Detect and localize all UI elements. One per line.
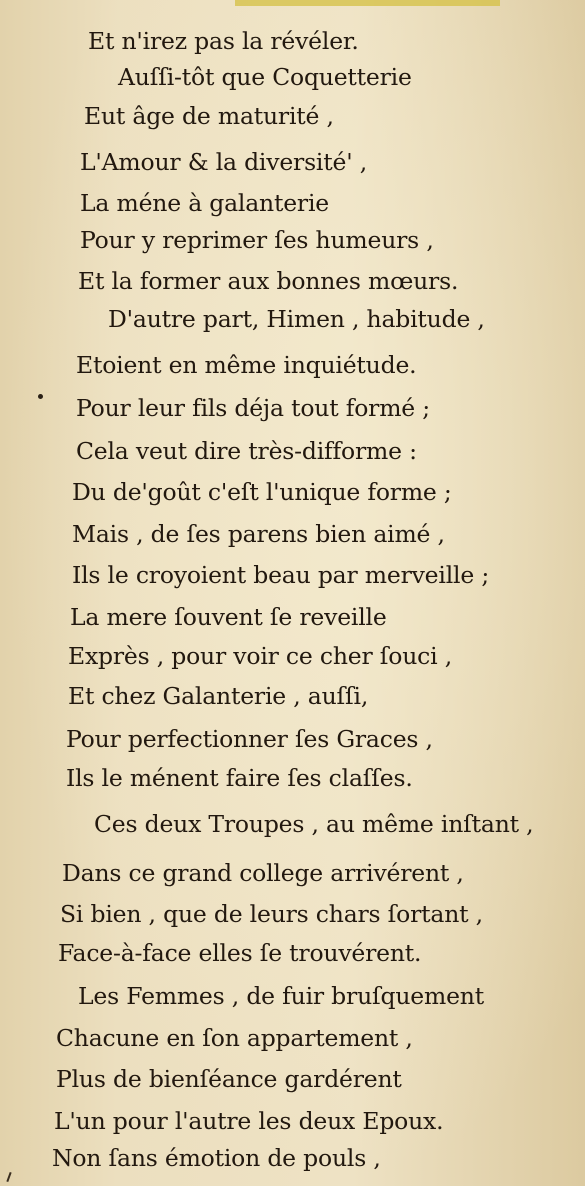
poem-line: Mais , de ſes parens bien aimé , (72, 520, 445, 548)
poem-line: Ces deux Troupes , au même inſtant , (94, 810, 534, 838)
poem-line: Pour perfectionner ſes Graces , (66, 725, 433, 753)
poem-line: Plus de bienſéance gardérent (56, 1065, 402, 1093)
poem-line: Pour leur fils déja tout formé ; (76, 394, 430, 422)
poem-line: Eut âge de maturité , (84, 102, 334, 130)
poem-line: Ils le ménent faire ſes claſſes. (66, 764, 413, 792)
poem-line: Et la former aux bonnes mœurs. (78, 267, 459, 295)
poem-line: D'autre part, Himen , habitude , (108, 305, 485, 333)
poem-line: L'un pour l'autre les deux Epoux. (54, 1107, 444, 1135)
poem-line: Exprès , pour voir ce cher ſouci , (68, 642, 452, 670)
poem-line: Auſſi-tôt que Coquetterie (118, 63, 412, 91)
poem-line: Pour y reprimer ſes humeurs , (80, 226, 434, 254)
poem-line: L'Amour & la diversité' , (80, 148, 367, 176)
poem-line: Non ſans émotion de pouls , (52, 1144, 381, 1172)
poem-line: Si bien , que de leurs chars ſortant , (60, 900, 483, 928)
poem-line: Cela veut dire très-difforme : (76, 437, 417, 465)
poem-line: Face-à-face elles ſe trouvérent. (58, 939, 422, 967)
poem-line: Etoient en même inquiétude. (76, 351, 417, 379)
poem-line: Les Femmes , de fuir bruſquement (78, 982, 484, 1010)
poem-line: Et chez Galanterie , auſſi, (68, 682, 369, 710)
poem-line: Ils le croyoient beau par merveille ; (72, 561, 490, 589)
poem-line: Du de'goût c'eſt l'unique forme ; (72, 478, 452, 506)
poem-line: Chacune en ſon appartement , (56, 1024, 413, 1052)
poem-line: Et n'irez pas la révéler. (88, 27, 359, 55)
poem-line: La méne à galanterie (80, 189, 329, 217)
poem-line: Dans ce grand college arrivérent , (62, 859, 464, 887)
poem-line: La mere ſouvent ſe reveille (70, 603, 387, 631)
